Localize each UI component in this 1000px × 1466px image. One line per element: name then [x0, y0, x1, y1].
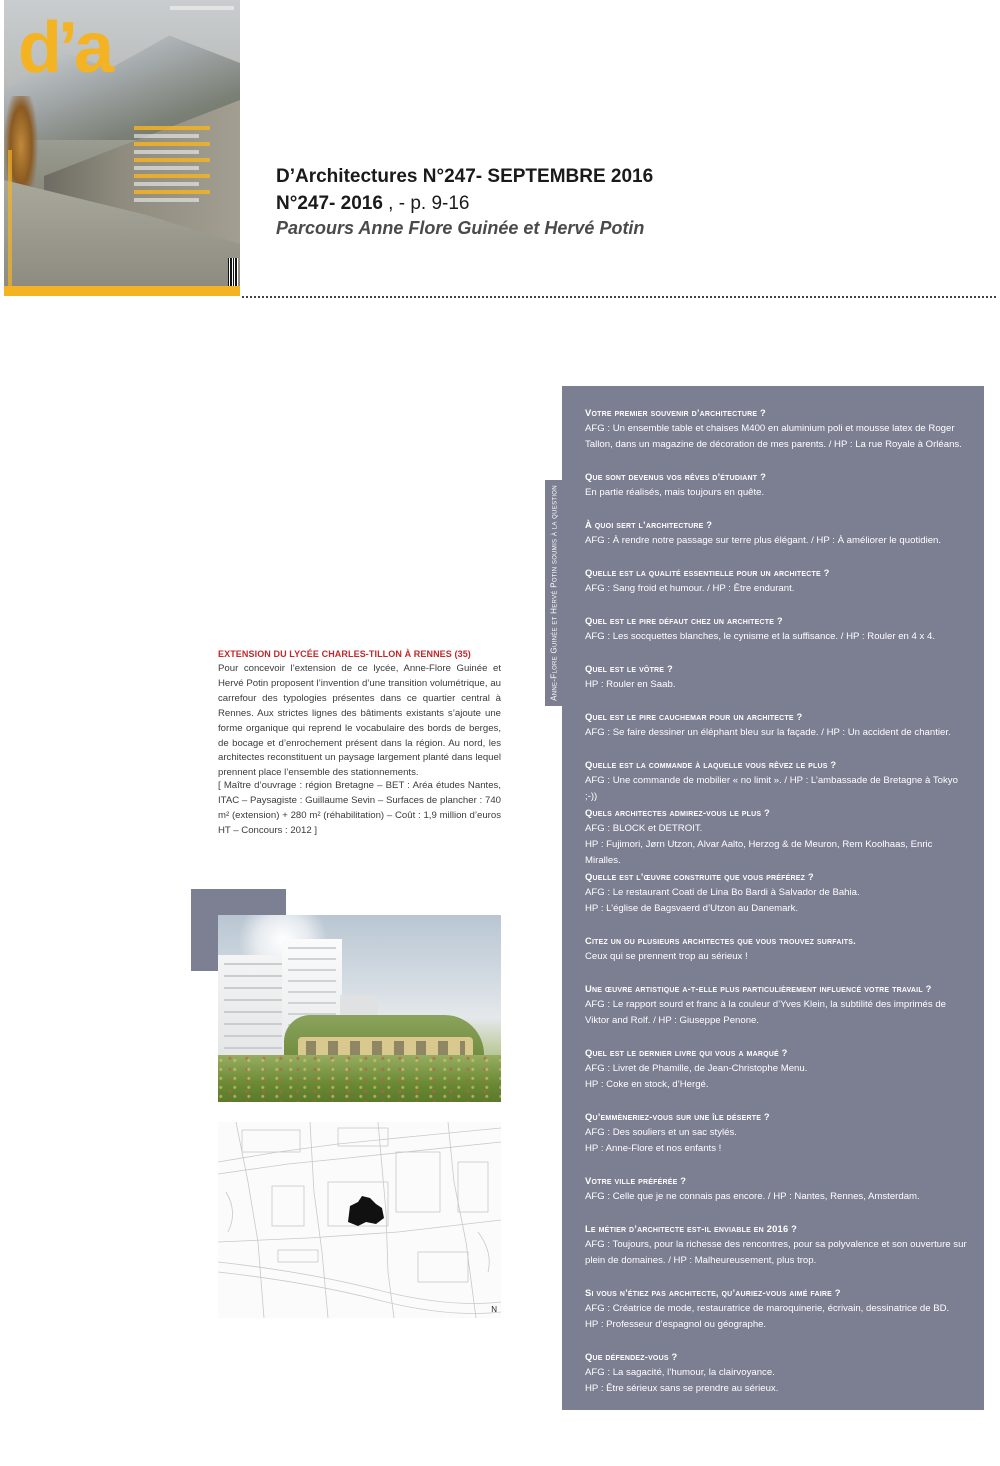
qa-question: Quel est le pire défaut chez un architecte ?: [585, 615, 783, 626]
qa-question: Quelle est la commande à laquelle vous rêvez le plus ?: [585, 759, 837, 770]
qa-question: Citez un ou plusieurs architectes que vous trouvez surfaits.: [585, 935, 856, 946]
qa-item: [585, 1285, 967, 1333]
site-plan-drawing: [218, 1122, 501, 1318]
qa-answer: AFG : Toujours, pour la richesse des rencontres, pour sa polyvalence et son ouverture sur plein de domaines. / HP : Malheureusement, plus trop.: [585, 1239, 967, 1266]
qa-answer: HP : Être sérieux sans se prendre au sérieux.: [585, 1383, 779, 1394]
qa-item: [585, 757, 967, 805]
article-subtitle: Parcours Anne Flore Guinée et Hervé Potin: [276, 218, 645, 238]
cover-spine: [8, 150, 12, 290]
issue-pages: , - p. 9-16: [382, 193, 470, 214]
qa-answer: AFG : Créatrice de mode, restauratrice de maroquinerie, écrivain, dessinatrice de BD.: [585, 1303, 950, 1314]
qa-answer: HP : Professeur d’espagnol ou géographe.: [585, 1319, 767, 1330]
project-photo: [218, 915, 501, 1102]
qa-answer: AFG : Celle que je ne connais pas encore. / HP : Nantes, Rennes, Amsterdam.: [585, 1191, 920, 1202]
qa-answer: AFG : Une commande de mobilier « no limit ». / HP : L’ambassade de Bretagne à Tokyo ;-)): [585, 775, 958, 802]
qa-item: [585, 1349, 967, 1397]
qa-answer: AFG : Sang froid et humour. / HP : Être endurant.: [585, 583, 795, 594]
qa-answer: En partie réalisés, mais toujours en quête.: [585, 487, 765, 498]
qa-answer: Ceux qui se prennent trop au sérieux !: [585, 951, 748, 962]
cover-issue-strip: [170, 6, 234, 10]
project-description: Pour concevoir l’extension de ce lycée, Anne-Flore Guinée et Hervé Potin proposent l’invention d’une transition volumétrique, au carrefour des typologies présentes dans ce quartier central à Rennes. Aux strictes lignes des bâtiments existants s’ajoute une forme organique qui reprend le vocabulaire des bords de berges, de bocage et d’enrochement présent dans la région. Au nord, les architectes reconstituent un paysage largement planté dans lequel prennent place l’ensemble des stationnements.: [218, 663, 501, 779]
qa-item: [585, 613, 967, 645]
header-divider: [242, 296, 996, 298]
side-tab-label: [545, 480, 563, 706]
qa-question: Quels architectes admirez-vous le plus ?: [585, 807, 770, 818]
qa-question: Votre premier souvenir d’architecture ?: [585, 407, 766, 418]
qa-question: Quel est le dernier livre qui vous a marqué ?: [585, 1047, 788, 1058]
qa-item: [585, 981, 967, 1029]
magazine-cover: [4, 0, 240, 296]
issue-number: N°247- 2016: [276, 193, 383, 214]
cover-bottom-strip: [4, 286, 240, 296]
qa-item: [585, 517, 967, 549]
qa-question: Si vous n’étiez pas architecte, qu’auriez-vous aimé faire ?: [585, 1287, 841, 1298]
issue-reference: [276, 193, 470, 215]
photo-meadow: [218, 1055, 501, 1102]
qa-question: À quoi sert l’architecture ?: [585, 519, 713, 530]
qa-answer: AFG : À rendre notre passage sur terre plus élégant. / HP : À améliorer le quotidien.: [585, 535, 942, 546]
site-plan: [218, 1122, 501, 1318]
project-credits: [ Maître d’ouvrage : région Bretagne – BET : Aréa études Nantes, ITAC – Paysagiste : Guillaume Sevin – Surfaces de plancher : 740 m² (extension) + 280 m² (réhabilitation) – Coût : 1,9 million d’euros HT – Concours : 2012 ]: [218, 780, 501, 836]
north-arrow-icon: N: [491, 1305, 497, 1314]
qa-item: [585, 469, 967, 501]
qa-item: [585, 1173, 967, 1205]
cover-logo: d’a: [18, 8, 111, 88]
qa-answer: AFG : Se faire dessiner un éléphant bleu sur la façade. / HP : Un accident de chantier.: [585, 727, 951, 738]
qa-answer: HP : Fujimori, Jørn Utzon, Alvar Aalto, Herzog & de Meuron, Rem Koolhaas, Enric Miralles.: [585, 839, 933, 866]
qa-item: [585, 1109, 967, 1157]
qa-item: [585, 869, 967, 917]
qa-item: [585, 661, 967, 693]
qa-answer: AFG : Le rapport sourd et franc à la couleur d’Yves Klein, la subtilité des imprimés de Viktor and Rolf. / HP : Giuseppe Penone.: [585, 999, 947, 1026]
qa-answer: HP : Rouler en Saab.: [585, 679, 676, 690]
qa-question: Quelle est la qualité essentielle pour un architecte ?: [585, 567, 830, 578]
qa-answer: AFG : La sagacité, l’humour, la clairvoyance.: [585, 1367, 775, 1378]
qa-answer: HP : Coke en stock, d’Hergé.: [585, 1079, 709, 1090]
qa-item: [585, 933, 967, 965]
project-title: EXTENSION DU LYCÉE CHARLES-TILLON À RENNES (35): [218, 649, 471, 659]
qa-item: [585, 565, 967, 597]
qa-item: [585, 805, 967, 869]
qa-question: Que sont devenus vos rêves d’étudiant ?: [585, 471, 767, 482]
qa-answer: HP : L’église de Bagsvaerd d’Utzon au Danemark.: [585, 903, 799, 914]
qa-answer: AFG : Livret de Phamille, de Jean-Christophe Menu.: [585, 1063, 808, 1074]
magazine-title: D’Architectures N°247- SEPTEMBRE 2016: [276, 166, 654, 187]
qa-answer: AFG : Le restaurant Coati de Lina Bo Bardi à Salvador de Bahia.: [585, 887, 860, 898]
qa-question: Que défendez-vous ?: [585, 1351, 678, 1362]
qa-question: Quelle est l’œuvre construite que vous préférez ?: [585, 871, 814, 882]
qa-answer: AFG : BLOCK et DETROIT.: [585, 823, 703, 834]
qa-answer: HP : Anne-Flore et nos enfants !: [585, 1143, 722, 1154]
qa-item: [585, 1221, 967, 1269]
qa-item: [585, 709, 967, 741]
qa-answer: AFG : Des souliers et un sac stylés.: [585, 1127, 737, 1138]
qa-answer: AFG : Un ensemble table et chaises M400 en aluminium poli et mousse latex de Roger Tallon, dans un magazine de décoration de mes parents. / HP : La rue Royale à Orléans.: [585, 423, 962, 450]
qa-answer: AFG : Les socquettes blanches, le cynisme et la suffisance. / HP : Rouler en 4 x 4.: [585, 631, 935, 642]
qa-question: Quel est le vôtre ?: [585, 663, 673, 674]
side-tab-text: Anne-Flore Guinée et Hervé Potin soumis à la question: [549, 485, 559, 701]
qa-question: Votre ville préférée ?: [585, 1175, 687, 1186]
qa-question: Le métier d’architecte est-il enviable en 2016 ?: [585, 1223, 798, 1234]
qa-item: [585, 1045, 967, 1093]
qa-question: Quel est le pire cauchemar pour un architecte ?: [585, 711, 803, 722]
cover-table-of-contents: [134, 126, 210, 206]
qa-item: [585, 405, 967, 453]
qa-question: Une œuvre artistique a-t-elle plus particulièrement influencé votre travail ?: [585, 983, 932, 994]
qa-question: Qu’emmèneriez-vous sur une île déserte ?: [585, 1111, 770, 1122]
